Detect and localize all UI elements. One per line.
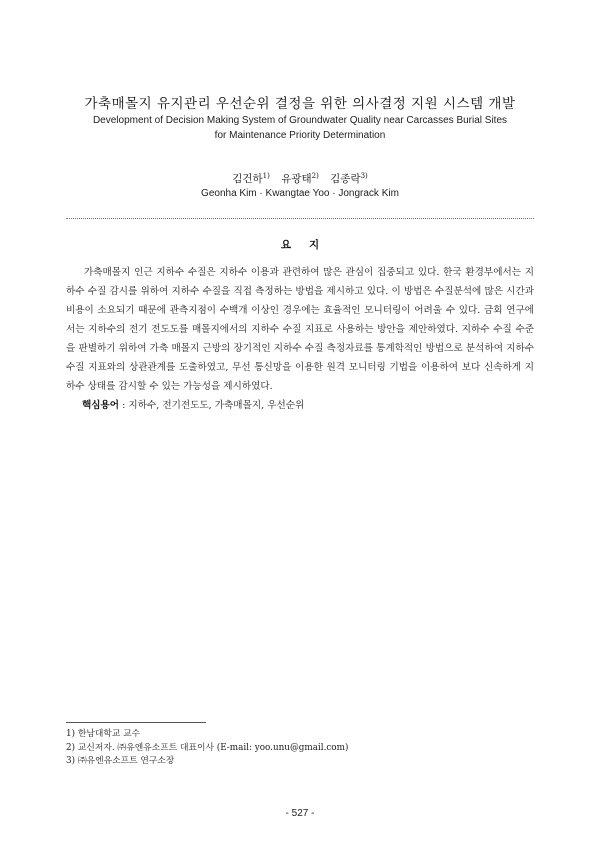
- abstract-body: 가축매몰지 인근 지하수 수질은 지하수 이용과 관련하여 많은 관심이 집중되고 있다. 한국 환경부에서는 지하수 수질 감시를 위하여 지하수 수질을 직접 측정하는 방법을 제시하고 있다. 이 방법은 수질분석에 많은 시간과 비용이 소요되기 때문에 관측지점이 수백개 이상인 경우에는 효율적인 모니터링이 어려울 수 있다. 금회 연구에서는 지하수의 전기 전도도를 매몰지에서의 지하수 수질 지표로 사용하는 방안을 제안하였다. 지하수 수질 수준을 판별하기 위하여 가축 매몰지 근방의 장기적인 지하수 수질 측정자료를 통계학적인 방법으로 분석하여 지하수 수질 지표와의 상관관계를 도출하였고, 무선 통신망을 이용한 원격 모니터링 기법을 이용하여 보다 신속하게 지하수 상태를 감시할 수 있는 가능성을 제시하였다.: [66, 267, 534, 392]
- paper-title-english-line2: for Maintenance Priority Determination: [214, 130, 386, 141]
- author-footnote-mark: 2): [311, 172, 319, 180]
- author-list-korean: [0, 171, 600, 186]
- keywords-separator: :: [119, 400, 129, 411]
- footnote-item: 1) 한남대학교 교수: [66, 729, 141, 739]
- dotted-divider: [66, 218, 534, 219]
- author-name: 김건하: [232, 173, 263, 185]
- footnote-rule: [66, 722, 206, 723]
- paper-title-english-line1: Development of Decision Making System of Groundwater Quality near Carcasses Burial Sites: [92, 115, 508, 126]
- keywords-label: 핵심용어: [82, 400, 120, 411]
- paper-title-korean: 가축매몰지 유지관리 우선순위 결정을 위한 의사결정 지원 시스템 개발: [84, 96, 516, 112]
- footnotes: [66, 728, 534, 769]
- author-footnote-mark: 1): [262, 172, 270, 180]
- author-name: 유광태: [281, 173, 312, 185]
- abstract-heading: 요지: [280, 239, 338, 251]
- author-list-english: Geonha Kim · Kwangtae Yoo · Jongrack Kim: [201, 188, 399, 199]
- keywords-line: [82, 397, 534, 411]
- footnote-item: 2) 교신저자. ㈜유엔유소프트 대표이사 (E-mail: yoo.unu@gmail.com): [66, 742, 349, 753]
- footnote-item: 3) ㈜유엔유소프트 연구소장: [66, 756, 175, 767]
- keywords-list: 지하수, 전기전도도, 가축매몰지, 우선순위: [128, 400, 305, 411]
- page-number: - 527 -: [285, 808, 315, 819]
- paper-title-english: [0, 113, 600, 143]
- author-footnote-mark: 3): [360, 172, 368, 180]
- author-name: 김종락: [330, 173, 361, 185]
